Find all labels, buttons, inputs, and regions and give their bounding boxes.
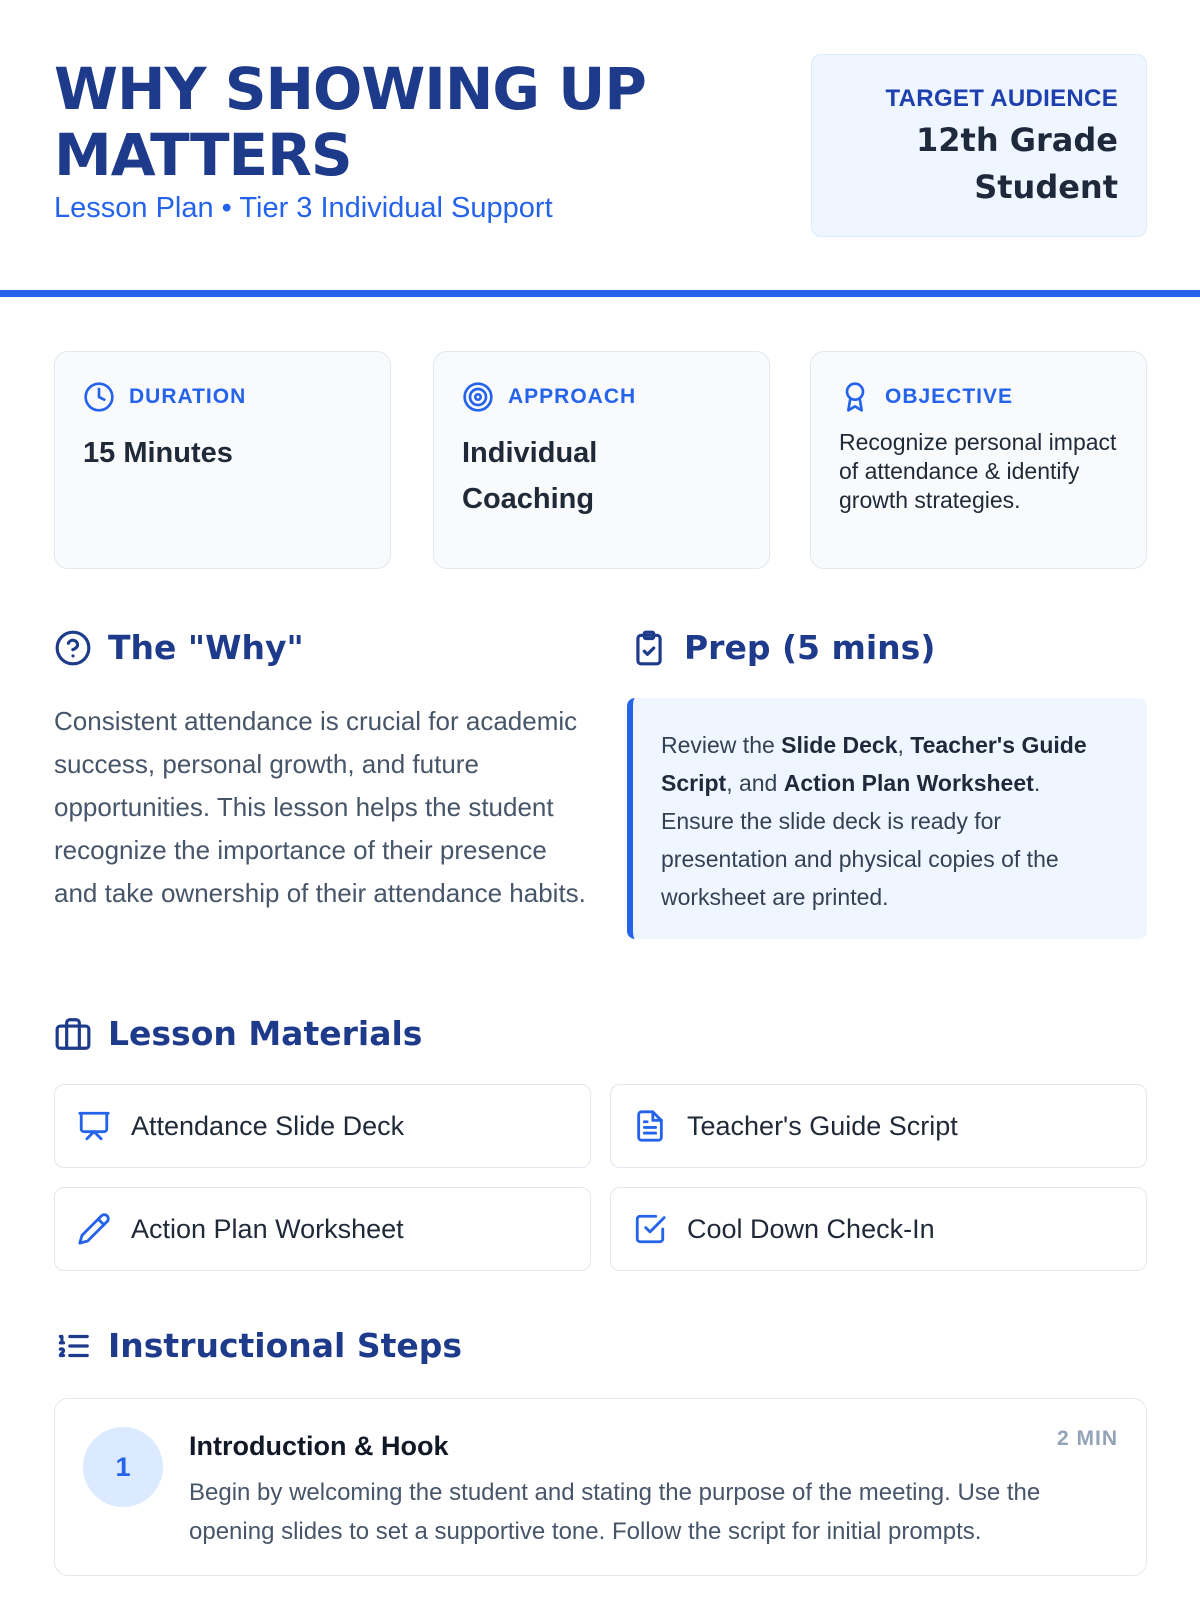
step-duration: 2 MIN [1056, 1427, 1118, 1450]
material-teachers-guide[interactable] [610, 1084, 1147, 1168]
target-audience-value: 12th Grade Student [916, 121, 1118, 206]
page-header [0, 0, 1200, 290]
material-label: Teacher's Guide Script [687, 1110, 958, 1141]
prep-bold-action-plan: Action Plan Worksheet [783, 770, 1034, 796]
page-subtitle: Lesson Plan • Tier 3 Individual Support [54, 192, 553, 224]
question-circle-icon [54, 629, 92, 667]
approach-card [433, 351, 770, 569]
why-title: The "Why" [108, 628, 304, 667]
material-label: Action Plan Worksheet [131, 1213, 404, 1244]
step-number: 1 [83, 1427, 163, 1507]
prep-title: Prep (5 mins) [684, 628, 936, 667]
objective-label: OBJECTIVE [885, 385, 1014, 408]
clipboard-check-icon [630, 629, 668, 667]
prep-heading [630, 628, 935, 667]
why-text: Consistent attendance is crucial for academic success, personal growth, and future opportunities. This lesson helps the student recognize the importance of their presence and take ownership of their attendance habits. [54, 706, 586, 908]
prep-text-4: . Ensure the slide deck is ready for presentation and physical copies of the worksheet are printed. [661, 770, 1059, 910]
prep-bold-slide-deck: Slide Deck [781, 732, 898, 758]
presentation-icon [77, 1109, 111, 1143]
prep-text-2: , [897, 732, 911, 758]
step-title: Introduction & Hook [189, 1431, 449, 1461]
approach-label: APPROACH [508, 385, 637, 408]
why-heading [54, 628, 304, 667]
duration-label: DURATION [129, 385, 247, 408]
objective-value: Recognize personal impact of attendance & identify growth strategies. [839, 429, 1117, 513]
duration-card [54, 351, 391, 569]
material-action-plan[interactable] [54, 1187, 591, 1271]
target-audience-card [811, 54, 1147, 237]
step-card [54, 1398, 1147, 1576]
briefcase-icon [54, 1015, 92, 1053]
step-description: Begin by welcoming the student and stating the purpose of the meeting. Use the opening slides to set a supportive tone. Follow the script for initial prompts. [189, 1479, 1041, 1545]
approach-value: Individual Coaching [462, 437, 598, 515]
materials-heading [54, 1014, 422, 1053]
pencil-icon [77, 1212, 111, 1246]
steps-title: Instructional Steps [108, 1326, 463, 1365]
prep-text-3: , and [726, 770, 784, 796]
duration-value: 15 Minutes [83, 437, 233, 469]
header-divider [0, 290, 1200, 297]
prep-text-1: Review the [661, 732, 782, 758]
material-label: Attendance Slide Deck [131, 1110, 405, 1141]
material-cool-down[interactable] [610, 1187, 1147, 1271]
target-audience-label: TARGET AUDIENCE [885, 85, 1118, 112]
objective-card [810, 351, 1147, 569]
checkbox-icon [633, 1212, 667, 1246]
prep-box [627, 698, 1147, 939]
page-title: WHY SHOWING UP MATTERS [54, 55, 646, 189]
award-icon [839, 381, 871, 413]
prep-bold-teachers-guide: Teacher's Guide Script [661, 732, 1087, 796]
numbered-list-icon [54, 1327, 92, 1365]
materials-title: Lesson Materials [108, 1014, 423, 1053]
target-icon [462, 381, 494, 413]
steps-heading [54, 1326, 462, 1365]
clock-icon [83, 381, 115, 413]
document-icon [633, 1109, 667, 1143]
material-slide-deck[interactable] [54, 1084, 591, 1168]
material-label: Cool Down Check-In [687, 1213, 935, 1244]
